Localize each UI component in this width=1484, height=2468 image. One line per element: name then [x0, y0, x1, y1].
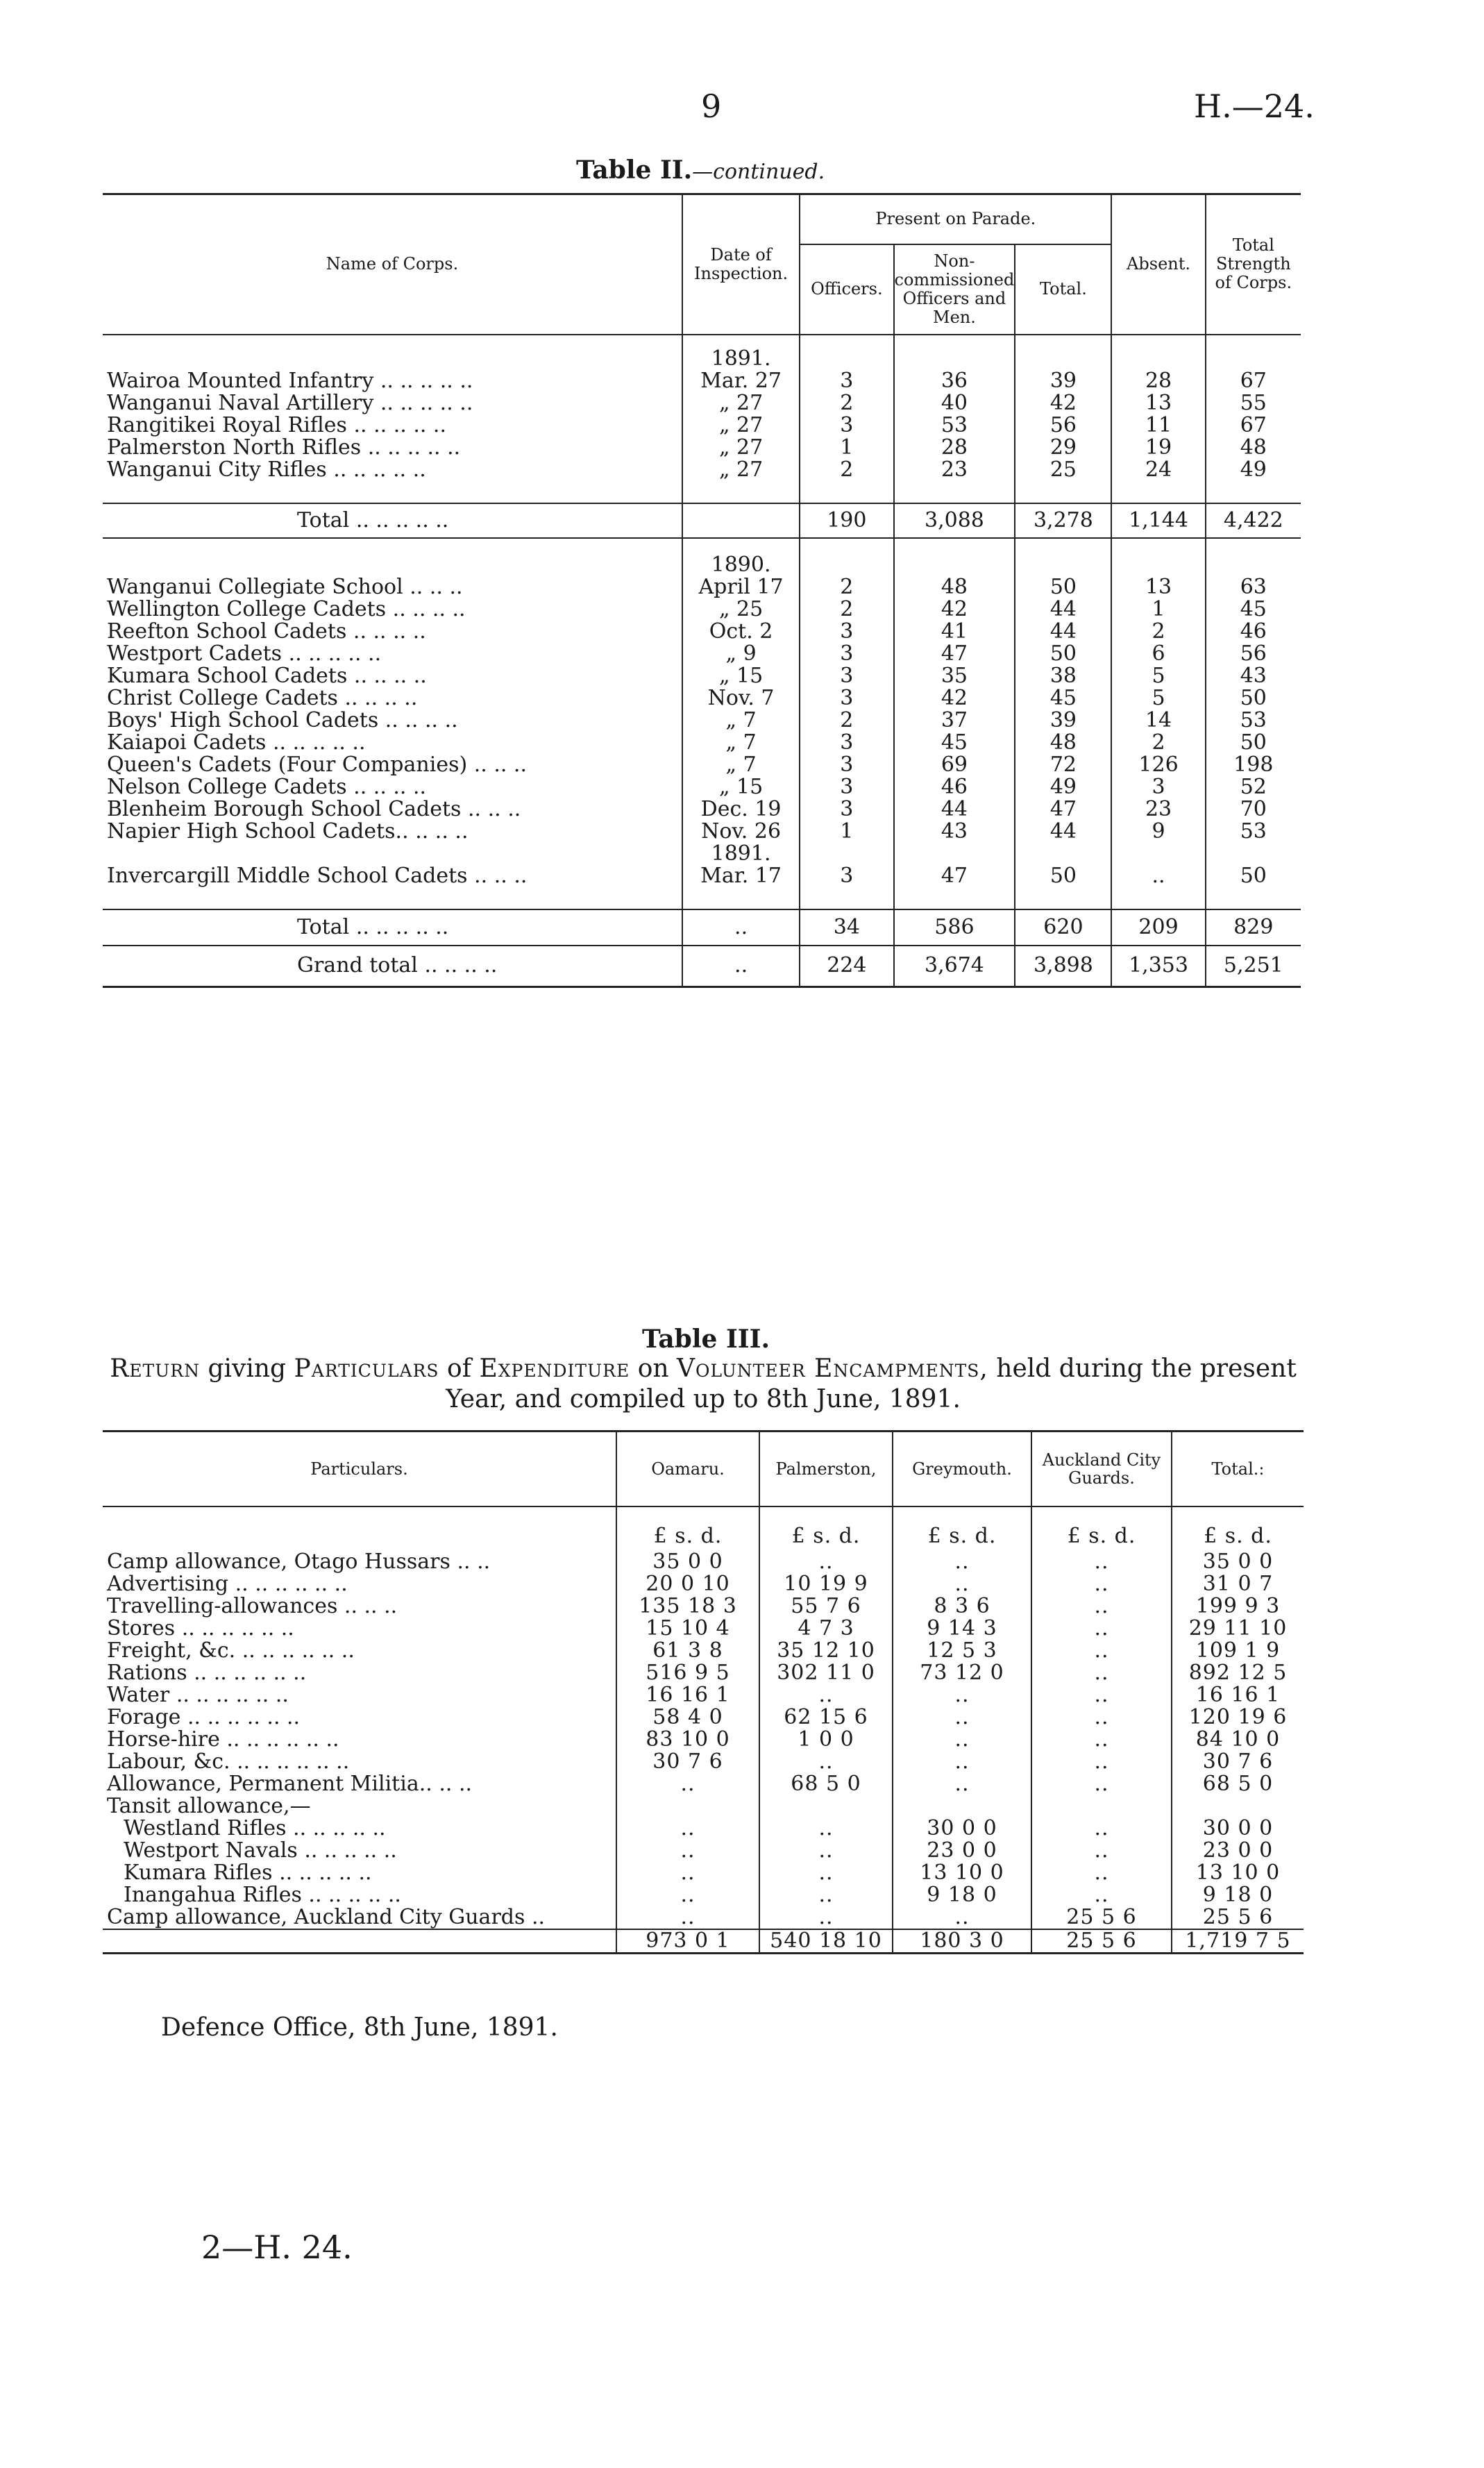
document-code: H.—24.	[1194, 87, 1315, 125]
table-row: Labour, &c. .. .. .. .. .. .. 30 7 6 .. .. .. 30 7 6	[103, 1751, 1304, 1773]
header-total: Total.	[1015, 244, 1111, 335]
table-row: Water .. .. .. .. .. .. 16 16 1 .. .. .. 16 16 1	[103, 1684, 1304, 1706]
table2-title-suffix: —continued.	[692, 160, 825, 184]
table-row: Rangitikei Royal Rifles .. .. .. .. .. „ 27 3 53 56 11 67	[103, 414, 1301, 437]
currency-label: £ s. d.	[616, 1506, 759, 1551]
currency-label: £ s. d.	[893, 1506, 1031, 1551]
table-row: Wanganui Collegiate School .. .. .. April 17 2 48 50 13 63	[103, 576, 1301, 598]
header-officers: Officers.	[800, 244, 893, 335]
year-label: 1891.	[682, 335, 800, 370]
subtotal-row: Total .. .. .. .. .. 190 3,088 3,278 1,144 4,422	[103, 503, 1301, 538]
table-row: Allowance, Permanent Militia.. .. .. .. 68 5 0 .. .. 68 5 0	[103, 1773, 1304, 1795]
table-row: Wellington College Cadets .. .. .. .. „ 25 2 42 44 1 45	[103, 598, 1301, 621]
defence-office-line: Defence Office, 8th June, 1891.	[161, 2013, 558, 2042]
header-particulars: Particulars.	[103, 1432, 616, 1506]
table-row: Westland Rifles .. .. .. .. .. .. .. 30 0 0 .. 30 0 0	[103, 1818, 1304, 1840]
header-strength: Total Strength of Corps.	[1206, 194, 1301, 335]
table-row: Rations .. .. .. .. .. .. 516 9 5 302 11 0 73 12 0 .. 892 12 5	[103, 1662, 1304, 1684]
table-row: Tansit allowance,—	[103, 1795, 1304, 1818]
table-row: Travelling-allowances .. .. .. 135 18 3 55 7 6 8 3 6 .. 199 9 3	[103, 1595, 1304, 1618]
table-row: Napier High School Cadets.. .. .. .. Nov. 26 1 43 44 9 53	[103, 821, 1301, 843]
table-row: Freight, &c. .. .. .. .. .. .. 61 3 8 35 12 10 12 5 3 .. 109 1 9	[103, 1640, 1304, 1662]
table-row: Queen's Cadets (Four Companies) .. .. .. „ 7 3 69 72 126 198	[103, 754, 1301, 776]
table-row: Wanganui City Rifles .. .. .. .. .. „ 27 2 23 25 24 49	[103, 459, 1301, 481]
table2-group2	[103, 538, 1301, 946]
table-row: Westport Cadets .. .. .. .. .. „ 9 3 47 50 6 56	[103, 643, 1301, 665]
table-row: Forage .. .. .. .. .. .. 58 4 0 62 15 6 .. .. 120 19 6	[103, 1706, 1304, 1729]
table2-group1	[103, 335, 1301, 538]
table3-title: Table III.	[642, 1325, 770, 1354]
table-row: Nelson College Cadets .. .. .. .. „ 15 3 46 49 3 52	[103, 776, 1301, 798]
table-row: Invercargill Middle School Cadets .. .. .. Mar. 17 3 47 50 .. 50	[103, 865, 1301, 887]
currency-label: £ s. d.	[1031, 1506, 1172, 1551]
table-row: Inangahua Rifles .. .. .. .. .. .. .. 9 18 0 .. 9 18 0	[103, 1884, 1304, 1906]
table-row: Camp allowance, Otago Hussars .. .. 35 0 0 .. .. .. 35 0 0	[103, 1551, 1304, 1573]
table-row: Advertising .. .. .. .. .. .. 20 0 10 10 19 9 .. .. 31 0 7	[103, 1573, 1304, 1595]
table2-title: Table II.—continued.	[576, 156, 825, 185]
header-oamaru: Oamaru.	[616, 1432, 759, 1506]
page-number: 9	[701, 87, 722, 125]
header-palmerston: Palmerston,	[759, 1432, 893, 1506]
currency-label: £ s. d.	[1172, 1506, 1304, 1551]
year-label: 1891.	[682, 843, 800, 865]
table-row: Stores .. .. .. .. .. .. 15 10 4 4 7 3 9 14 3 .. 29 11 10	[103, 1618, 1304, 1640]
year-label: 1890.	[682, 538, 800, 576]
table-row: Westport Navals .. .. .. .. .. .. .. 23 0 0 .. 23 0 0	[103, 1840, 1304, 1862]
table-row: Palmerston North Rifles .. .. .. .. .. „ 27 1 28 29 19 48	[103, 437, 1301, 459]
table3	[103, 1430, 1304, 1954]
table-row: Horse-hire .. .. .. .. .. .. 83 10 0 1 0 0 .. .. 84 10 0	[103, 1729, 1304, 1751]
table-row: Camp allowance, Auckland City Guards .. .. .. .. 25 5 6 25 5 6	[103, 1906, 1304, 1929]
table-row: Boys' High School Cadets .. .. .. .. „ 7 2 37 39 14 53	[103, 710, 1301, 732]
table-row: Kaiapoi Cadets .. .. .. .. .. „ 7 3 45 48 2 50	[103, 732, 1301, 754]
header-greymouth: Greymouth.	[893, 1432, 1031, 1506]
header-name: Name of Corps.	[326, 254, 459, 274]
table-row: Wanganui Naval Artillery .. .. .. .. .. „ 27 2 40 42 13 55	[103, 392, 1301, 414]
currency-label: £ s. d.	[759, 1506, 893, 1551]
subtotal-row: Total .. .. .. .. .. .. 34 586 620 209 829	[103, 909, 1301, 946]
table-row: Wairoa Mounted Infantry .. .. .. .. .. Mar. 27 3 36 39 28 67	[103, 370, 1301, 392]
header-total: Total.:	[1172, 1432, 1304, 1506]
table-row: Kumara School Cadets .. .. .. .. „ 15 3 35 38 5 43	[103, 665, 1301, 687]
header-auckland: Auckland City Guards.	[1031, 1432, 1172, 1506]
table-row: Blenheim Borough School Cadets .. .. .. Dec. 19 3 44 47 23 70	[103, 798, 1301, 821]
footer-code: 2—H. 24.	[201, 2228, 353, 2266]
header-date: Date of Inspection.	[682, 194, 800, 335]
table3-total-row: 973 0 1 540 18 10 180 3 0 25 5 6 1,719 7 5	[103, 1929, 1304, 1954]
header-present: Present on Parade.	[800, 194, 1111, 244]
table-row: Reefton School Cadets .. .. .. .. Oct. 2 3 41 44 2 46	[103, 621, 1301, 643]
header-noncom: Non-commissioned Officers and Men.	[894, 244, 1015, 335]
table3-subtitle: Return giving Particulars of Expenditure on Volunteer Encampments, held during the present Year, and compiled up to 8th June, 1891.	[110, 1354, 1297, 1413]
grand-total-row: Grand total .. .. .. .. .. 224 3,674 3,898 1,353 5,251	[103, 946, 1301, 987]
table2	[103, 193, 1301, 988]
header-absent: Absent.	[1111, 194, 1205, 335]
table-row: Christ College Cadets .. .. .. .. Nov. 7 3 42 45 5 50	[103, 687, 1301, 710]
table-row: Kumara Rifles .. .. .. .. .. .. .. 13 10 0 .. 13 10 0	[103, 1862, 1304, 1884]
